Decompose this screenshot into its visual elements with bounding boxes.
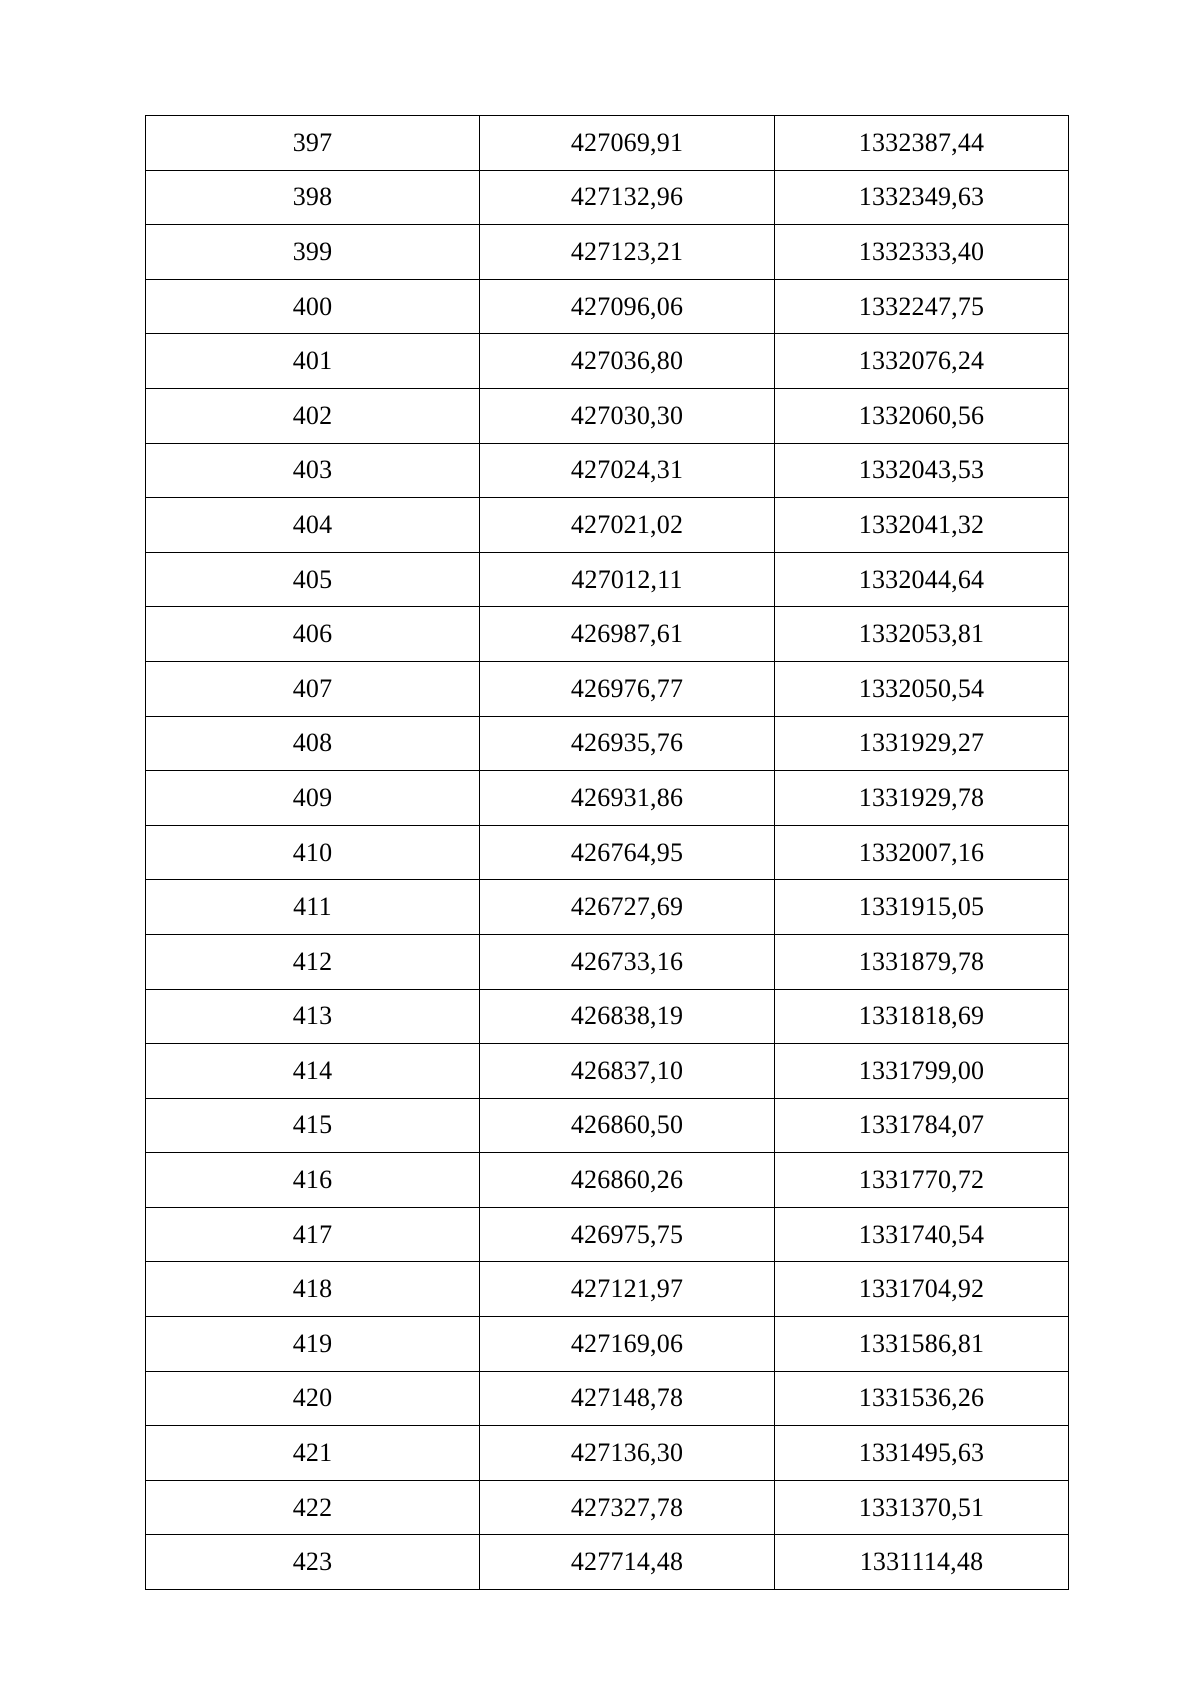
y-coordinate-cell: 1332041,32 — [775, 498, 1069, 553]
point-number-cell: 411 — [146, 880, 480, 935]
point-number-cell: 408 — [146, 716, 480, 771]
point-number-cell: 412 — [146, 934, 480, 989]
x-coordinate-cell: 427036,80 — [480, 334, 775, 389]
x-coordinate-cell: 427096,06 — [480, 279, 775, 334]
point-number-cell: 405 — [146, 552, 480, 607]
x-coordinate-cell: 427132,96 — [480, 170, 775, 225]
point-number-cell: 401 — [146, 334, 480, 389]
y-coordinate-cell: 1332247,75 — [775, 279, 1069, 334]
table-row — [146, 989, 1069, 1044]
x-coordinate-cell: 426976,77 — [480, 661, 775, 716]
y-coordinate-cell: 1331799,00 — [775, 1044, 1069, 1099]
y-coordinate-cell: 1331740,54 — [775, 1207, 1069, 1262]
point-number-cell: 409 — [146, 771, 480, 826]
x-coordinate-cell: 426764,95 — [480, 825, 775, 880]
x-coordinate-cell: 427169,06 — [480, 1317, 775, 1372]
y-coordinate-cell: 1331114,48 — [775, 1535, 1069, 1590]
x-coordinate-cell: 427024,31 — [480, 443, 775, 498]
x-coordinate-cell: 426935,76 — [480, 716, 775, 771]
table-row — [146, 661, 1069, 716]
point-number-cell: 417 — [146, 1207, 480, 1262]
table-row — [146, 279, 1069, 334]
table-row — [146, 116, 1069, 171]
point-number-cell: 420 — [146, 1371, 480, 1426]
table-row — [146, 1153, 1069, 1208]
table-row — [146, 1371, 1069, 1426]
y-coordinate-cell: 1331929,27 — [775, 716, 1069, 771]
y-coordinate-cell: 1331586,81 — [775, 1317, 1069, 1372]
table-row — [146, 1262, 1069, 1317]
x-coordinate-cell: 427327,78 — [480, 1480, 775, 1535]
table-row — [146, 170, 1069, 225]
x-coordinate-cell: 427021,02 — [480, 498, 775, 553]
y-coordinate-cell: 1332333,40 — [775, 225, 1069, 280]
x-coordinate-cell: 426838,19 — [480, 989, 775, 1044]
point-number-cell: 416 — [146, 1153, 480, 1208]
y-coordinate-cell: 1332053,81 — [775, 607, 1069, 662]
x-coordinate-cell: 427030,30 — [480, 388, 775, 443]
point-number-cell: 422 — [146, 1480, 480, 1535]
point-number-cell: 406 — [146, 607, 480, 662]
table-row — [146, 388, 1069, 443]
x-coordinate-cell: 426975,75 — [480, 1207, 775, 1262]
table-row — [146, 334, 1069, 389]
x-coordinate-cell: 426987,61 — [480, 607, 775, 662]
point-number-cell: 398 — [146, 170, 480, 225]
y-coordinate-cell: 1332076,24 — [775, 334, 1069, 389]
point-number-cell: 423 — [146, 1535, 480, 1590]
point-number-cell: 400 — [146, 279, 480, 334]
y-coordinate-cell: 1331495,63 — [775, 1426, 1069, 1481]
y-coordinate-cell: 1331879,78 — [775, 934, 1069, 989]
table-row — [146, 880, 1069, 935]
x-coordinate-cell: 427069,91 — [480, 116, 775, 171]
y-coordinate-cell: 1331370,51 — [775, 1480, 1069, 1535]
table-row — [146, 1426, 1069, 1481]
x-coordinate-cell: 427714,48 — [480, 1535, 775, 1590]
point-number-cell: 413 — [146, 989, 480, 1044]
point-number-cell: 403 — [146, 443, 480, 498]
table-row — [146, 443, 1069, 498]
point-number-cell: 399 — [146, 225, 480, 280]
x-coordinate-cell: 426837,10 — [480, 1044, 775, 1099]
point-number-cell: 418 — [146, 1262, 480, 1317]
point-number-cell: 402 — [146, 388, 480, 443]
table-row — [146, 1207, 1069, 1262]
table-row — [146, 498, 1069, 553]
x-coordinate-cell: 426931,86 — [480, 771, 775, 826]
coordinates-table — [145, 115, 1069, 1590]
point-number-cell: 421 — [146, 1426, 480, 1481]
table-row — [146, 1535, 1069, 1590]
x-coordinate-cell: 426733,16 — [480, 934, 775, 989]
point-number-cell: 407 — [146, 661, 480, 716]
table-row — [146, 825, 1069, 880]
x-coordinate-cell: 427148,78 — [480, 1371, 775, 1426]
y-coordinate-cell: 1332349,63 — [775, 170, 1069, 225]
table-row — [146, 1044, 1069, 1099]
point-number-cell: 397 — [146, 116, 480, 171]
y-coordinate-cell: 1332050,54 — [775, 661, 1069, 716]
table-row — [146, 225, 1069, 280]
point-number-cell: 419 — [146, 1317, 480, 1372]
table-row — [146, 934, 1069, 989]
point-number-cell: 415 — [146, 1098, 480, 1153]
y-coordinate-cell: 1332043,53 — [775, 443, 1069, 498]
y-coordinate-cell: 1331770,72 — [775, 1153, 1069, 1208]
x-coordinate-cell: 427121,97 — [480, 1262, 775, 1317]
x-coordinate-cell: 427123,21 — [480, 225, 775, 280]
table-row — [146, 771, 1069, 826]
y-coordinate-cell: 1331929,78 — [775, 771, 1069, 826]
y-coordinate-cell: 1332060,56 — [775, 388, 1069, 443]
point-number-cell: 414 — [146, 1044, 480, 1099]
table-row — [146, 1098, 1069, 1153]
y-coordinate-cell: 1331818,69 — [775, 989, 1069, 1044]
y-coordinate-cell: 1331915,05 — [775, 880, 1069, 935]
x-coordinate-cell: 427136,30 — [480, 1426, 775, 1481]
point-number-cell: 404 — [146, 498, 480, 553]
x-coordinate-cell: 426860,50 — [480, 1098, 775, 1153]
y-coordinate-cell: 1332387,44 — [775, 116, 1069, 171]
x-coordinate-cell: 427012,11 — [480, 552, 775, 607]
table-row — [146, 716, 1069, 771]
x-coordinate-cell: 426727,69 — [480, 880, 775, 935]
y-coordinate-cell: 1331784,07 — [775, 1098, 1069, 1153]
table-row — [146, 1317, 1069, 1372]
y-coordinate-cell: 1331704,92 — [775, 1262, 1069, 1317]
table-row — [146, 552, 1069, 607]
y-coordinate-cell: 1332044,64 — [775, 552, 1069, 607]
coordinates-table-body — [146, 116, 1069, 1590]
x-coordinate-cell: 426860,26 — [480, 1153, 775, 1208]
point-number-cell: 410 — [146, 825, 480, 880]
y-coordinate-cell: 1332007,16 — [775, 825, 1069, 880]
table-row — [146, 607, 1069, 662]
table-row — [146, 1480, 1069, 1535]
y-coordinate-cell: 1331536,26 — [775, 1371, 1069, 1426]
